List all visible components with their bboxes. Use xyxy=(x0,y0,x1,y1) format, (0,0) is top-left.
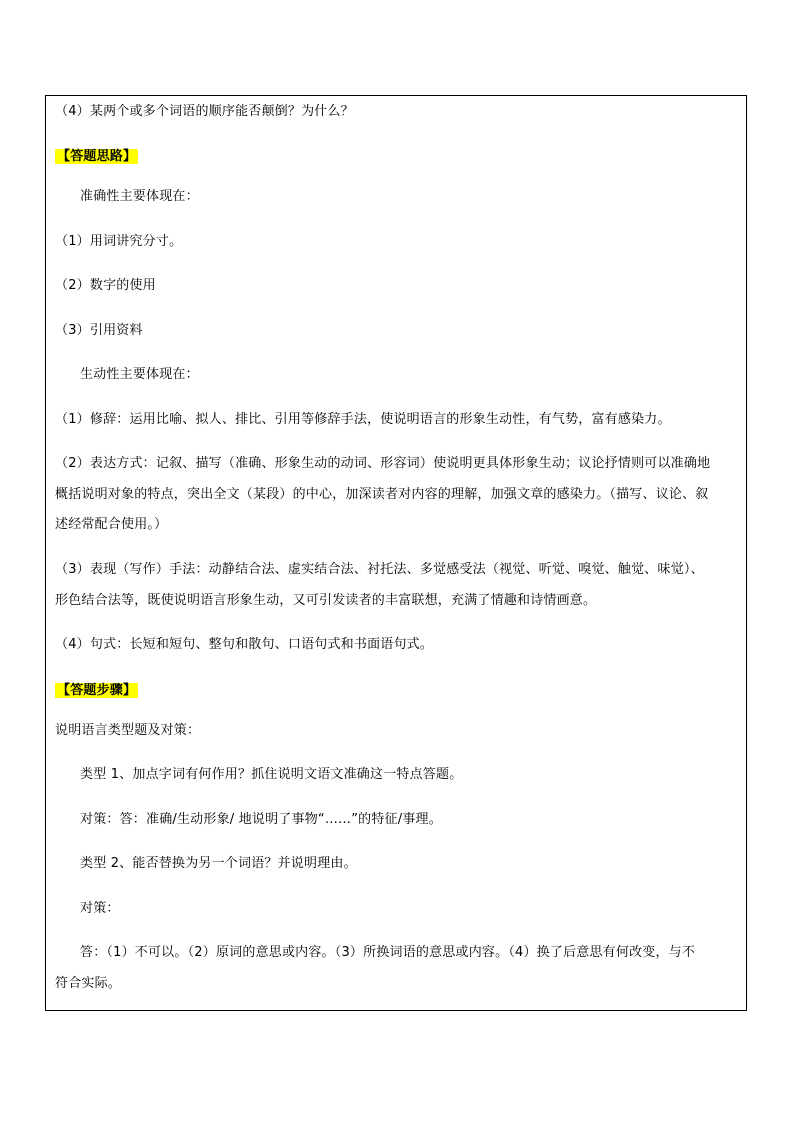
answer-line-1: 答：（1）不可以。（2）原词的意思或内容。（3）所换词语的意思或内容。（4）换了后意思有何改变，与不 xyxy=(80,945,696,960)
heading-approach-label: 【答题思路】 xyxy=(57,149,137,164)
accuracy-item-2: （2）数字的使用 xyxy=(55,278,156,293)
answer-line-2: 符合实际。 xyxy=(55,976,122,991)
heading-approach xyxy=(55,146,742,168)
vividness-item-4: （4）句式：长短和短句、整句和散句、口语句式和书面语句式。 xyxy=(55,637,434,652)
vividness-item-3-line-1: （3）表现（写作）手法：动静结合法、虚实结合法、衬托法、多觉感受法（视觉、听觉、嗅觉、触觉、味觉）、 xyxy=(55,562,704,577)
vividness-item-3-line-2: 形色结合法等，既使说明语言形象生动，又可引发读者的丰富联想，充满了情趣和诗情画意。 xyxy=(55,593,597,608)
vividness-item-2-line-2: 概括说明对象的特点，突出全文（某段）的中心，加深读者对内容的理解，加强文章的感染力。（描写、议论、叙 xyxy=(55,487,709,502)
type-1: 类型 1、加点字词有何作用？抓住说明文语文准确这一特点答题。 xyxy=(80,767,463,782)
accuracy-item-3: （3）引用资料 xyxy=(55,323,143,338)
heading-steps-label: 【答题步骤】 xyxy=(57,683,137,698)
type-2: 类型 2、能否替换为另一个词语？并说明理由。 xyxy=(80,856,357,871)
vividness-item-1: （1）修辞：运用比喻、拟人、排比、引用等修辞手法，使说明语言的形象生动性，有气势，富有感染力。 xyxy=(55,412,671,427)
steps-title: 说明语言类型题及对策： xyxy=(55,723,201,738)
vividness-item-2-line-3: 述经常配合使用。） xyxy=(55,517,168,532)
vividness-item-2-line-1: （2）表达方式：记叙、描写（准确、形象生动的动词、形容词）使说明更具体形象生动；议论抒情则可以准确地 xyxy=(55,456,711,471)
type-1-strategy: 对策：答：准确/生动形象/ 地说明了事物“……”的特征/事理。 xyxy=(80,812,442,827)
content-table-cell xyxy=(45,95,747,1011)
vividness-title: 生动性主要体现在： xyxy=(80,367,199,382)
question-4: （4）某两个或多个词语的顺序能否颠倒？为什么？ xyxy=(55,104,354,119)
heading-steps xyxy=(55,680,742,702)
accuracy-item-1: （1）用词讲究分寸。 xyxy=(55,234,183,249)
type-2-strategy: 对策： xyxy=(80,901,120,916)
accuracy-title: 准确性主要体现在： xyxy=(80,189,199,204)
